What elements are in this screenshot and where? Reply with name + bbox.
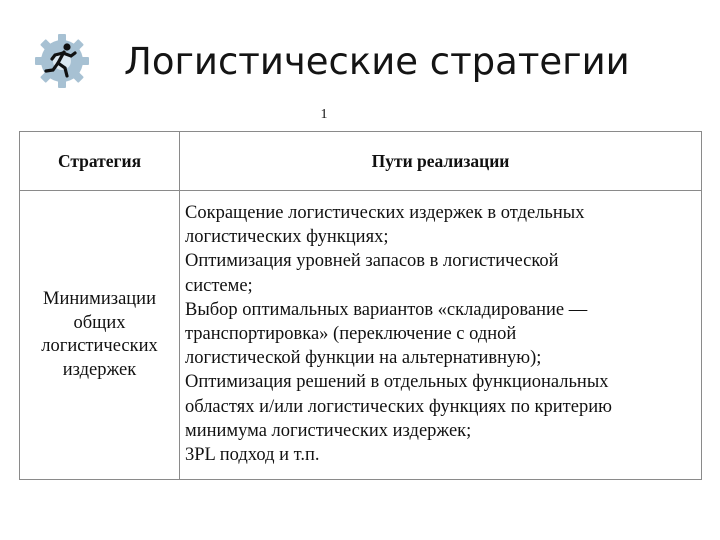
- strategy-line: логистических: [41, 336, 158, 357]
- strategy-table: [19, 131, 702, 480]
- ways-cell: [180, 191, 702, 480]
- strategy-cell: [20, 191, 180, 480]
- header-ways: Пути реализации: [180, 132, 702, 191]
- ways-line: минимума логистических издержек;: [185, 420, 472, 441]
- ways-line: транспортировка» (переключение с одной: [185, 324, 517, 345]
- header-strategy: Стратегия: [20, 132, 180, 191]
- ways-line: 3PL подход и т.п.: [185, 445, 320, 466]
- ways-line: логистической функции на альтернативную);: [185, 348, 542, 369]
- table-row: [20, 191, 702, 480]
- table-header-row: [20, 132, 702, 191]
- ways-line: Выбор оптимальных вариантов «складирование —: [185, 299, 588, 320]
- ways-line: областях и/или логистических функциях по критерию: [185, 396, 612, 417]
- gear-shape: [35, 34, 89, 88]
- ways-line: Оптимизация решений в отдельных функциональных: [185, 372, 609, 393]
- ways-line: Сокращение логистических издержек в отдельных: [185, 203, 585, 223]
- strategy-line: издержек: [62, 359, 137, 380]
- ways-line: системе;: [185, 275, 253, 296]
- slide-title: Логистические стратегии: [124, 40, 630, 83]
- page-number: 1: [320, 107, 328, 122]
- ways-line: логистических функциях;: [185, 227, 389, 248]
- ways-line: Оптимизация уровней запасов в логистической: [185, 251, 559, 272]
- strategy-line: Минимизации: [43, 289, 156, 310]
- runner-on-gear-icon: [33, 32, 91, 90]
- strategy-line: общих: [73, 312, 126, 333]
